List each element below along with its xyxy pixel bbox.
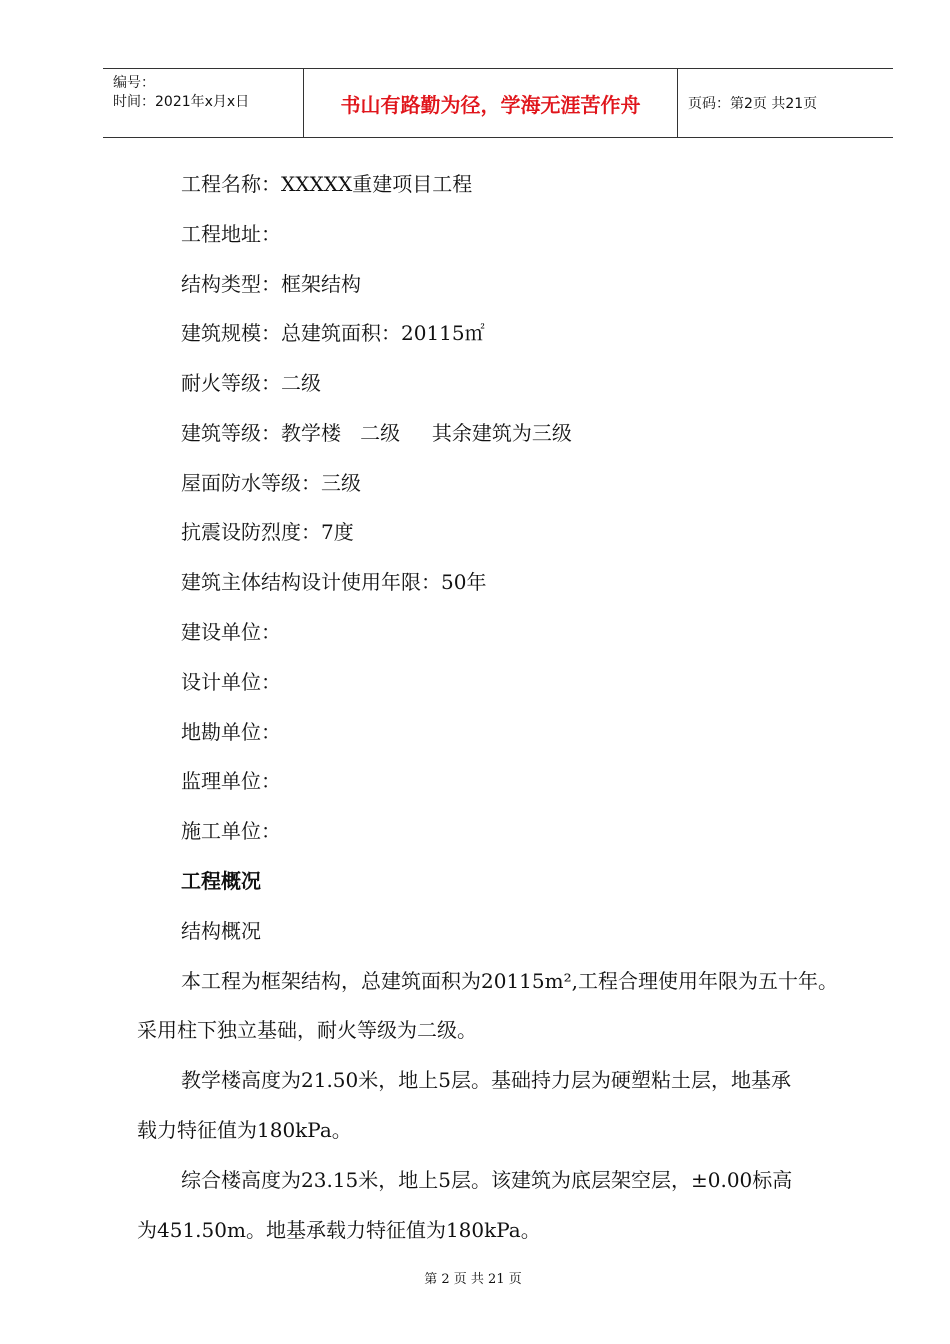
header-page-number: 页码：第2页 共21页 bbox=[688, 96, 818, 112]
building-grade-line: 建筑等级：教学楼 二级 其余建筑为三级 bbox=[181, 421, 572, 445]
supervision-unit-line: 监理单位： bbox=[181, 769, 281, 793]
survey-unit-line: 地勘单位： bbox=[181, 720, 281, 744]
fire-rating-line: 耐火等级：二级 bbox=[181, 371, 321, 395]
paragraph-line: 为451.50m。地基承载力特征值为180kPa。 bbox=[137, 1218, 541, 1242]
paragraph-line: 综合楼高度为23.15米，地上5层。该建筑为底层架空层，±0.00标高 bbox=[181, 1168, 793, 1192]
design-life-line: 建筑主体结构设计使用年限：50年 bbox=[181, 570, 487, 594]
structure-type-line: 结构类型：框架结构 bbox=[181, 272, 361, 296]
header-meta bbox=[103, 69, 303, 137]
paragraph-line: 采用柱下独立基础，耐火等级为二级。 bbox=[137, 1018, 477, 1042]
paragraph-line: 本工程为框架结构，总建筑面积为20115m²,工程合理使用年限为五十年。 bbox=[181, 969, 838, 993]
construction-unit-line: 施工单位： bbox=[181, 819, 281, 843]
section-heading: 工程概况 bbox=[181, 869, 261, 893]
design-unit-line: 设计单位： bbox=[181, 670, 281, 694]
document-time-label: 时间：2021年x月x日 bbox=[113, 94, 250, 110]
subsection-heading: 结构概况 bbox=[181, 919, 261, 943]
paragraph-line: 教学楼高度为21.50米，地上5层。基础持力层为硬塑粘土层，地基承 bbox=[181, 1068, 791, 1092]
project-address-line: 工程地址： bbox=[181, 222, 281, 246]
owner-unit-line: 建设单位： bbox=[181, 620, 281, 644]
paragraph-line: 载力特征值为180kPa。 bbox=[137, 1118, 352, 1142]
document-number-label: 编号： bbox=[113, 75, 155, 91]
page-header bbox=[103, 68, 893, 138]
roof-waterproof-line: 屋面防水等级：三级 bbox=[181, 471, 361, 495]
page-footer bbox=[0, 1268, 950, 1287]
project-name-line: 工程名称：XXXXX重建项目工程 bbox=[181, 172, 473, 196]
seismic-intensity-line: 抗震设防烈度：7度 bbox=[181, 520, 354, 544]
footer-page-number: 第 2 页 共 21 页 bbox=[424, 1272, 522, 1287]
building-scale-line: 建筑规模：总建筑面积：20115㎡ bbox=[181, 321, 485, 345]
header-motto: 书山有路勤为径，学海无涯苦作舟 bbox=[340, 92, 641, 117]
